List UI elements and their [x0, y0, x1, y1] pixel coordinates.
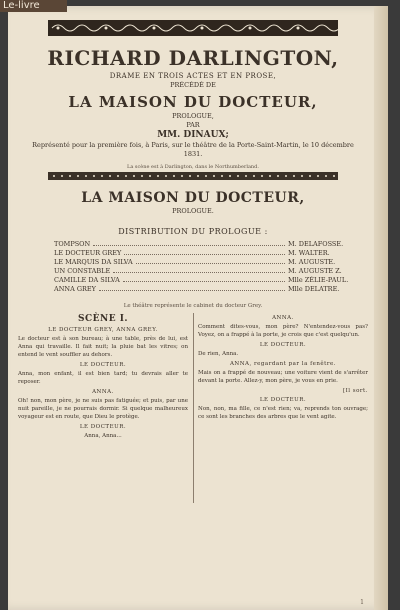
speaker-cue: LE DOCTEUR. — [259, 342, 307, 348]
prologue-title: LA MAISON DU DOCTEUR, — [81, 190, 305, 206]
cast-row: UN CONSTABLE M. AUGUSTE Z. — [54, 267, 342, 275]
speaker-cue: LE DOCTEUR. — [79, 424, 127, 430]
page-number: 1 — [360, 599, 364, 606]
watermark-badge: Le-livre — [0, 0, 67, 12]
par-text: PAR — [186, 121, 200, 129]
right-column — [198, 313, 368, 503]
paragraph: Anna, mon enfant, il est bien tard; tu devrais aller te reposer. — [18, 371, 188, 385]
page-content — [18, 6, 368, 503]
speaker-cue: ANNA. — [92, 389, 114, 395]
preceded-text: PRÉCÉDÉ DE — [170, 81, 216, 89]
premiere-note: Représenté pour la première fois, à Paris, sur le théâtre de la Porte-Saint-Martin, le 10 décembre 1831. — [32, 141, 354, 158]
prologue-label: PROLOGUE. — [172, 207, 214, 215]
cast-row: TOMPSON M. DELAFOSSE. — [54, 240, 344, 248]
cast-row: CAMILLE DA SILVA Mlle ZÉLIE-PAUL. — [54, 276, 349, 284]
cast-list — [54, 240, 358, 294]
cast-row: ANNA GREY Mlle DELATRE. — [54, 285, 340, 293]
cast-row: LE MARQUIS DA SILVA M. AUGUSTE. — [54, 258, 336, 266]
page-spine — [374, 6, 388, 610]
prologue-label-top: PROLOGUE, — [172, 112, 214, 120]
top-ornament-band — [18, 20, 368, 36]
cast-row: LE DOCTEUR GREY M. WALTER. — [54, 249, 330, 257]
secondary-title: LA MAISON DU DOCTEUR, — [68, 93, 318, 111]
distribution-heading: DISTRIBUTION DU PROLOGUE : — [118, 227, 268, 236]
speaker-cue: LE DOCTEUR. — [79, 362, 127, 368]
stage-direction: [Il sort. — [342, 388, 368, 394]
scene-characters: LE DOCTEUR GREY, ANNA GREY. — [48, 327, 158, 333]
authors: MM. DINAUX; — [157, 130, 229, 140]
speaker-cue: LE DOCTEUR. — [259, 397, 307, 403]
paragraph: Non, non, ma fille, ce n'est rien; va, reprends ton ouvrage; ce sont les branches des arbres que le vent agite. — [198, 406, 368, 420]
scene-heading: SCÈNE I. — [77, 314, 129, 324]
paragraph: Anna, Anna... — [84, 433, 122, 439]
paragraph: Le docteur est à son bureau; à une table, près de lui, est Anna qui travaille. Il fait nuit; la pluie bat les vitres; on entend le vent souffler au dehors. — [18, 336, 188, 358]
paragraph: De rien, Anna. — [198, 351, 239, 357]
column-divider — [188, 313, 198, 503]
scene-setting-note: Le théâtre représente le cabinet du docteur Grey. — [123, 303, 263, 309]
document-page — [8, 6, 388, 610]
paragraph: Comment dites-vous, mon père? N'entendez-vous pas? Voyez, on a frappé à la porte, je crois que c'est quelqu'un. — [198, 324, 368, 338]
middle-ornament-band — [18, 172, 368, 180]
text-columns — [18, 313, 368, 503]
main-title: RICHARD DARLINGTON, — [47, 46, 339, 70]
paragraph: Mais on a frappé de nouveau; une voiture vient de s'arrêter devant la porte. Allez-y, mon père, je vous en prie. — [198, 370, 368, 384]
left-column — [18, 313, 188, 503]
speaker-cue: ANNA. — [272, 315, 294, 321]
speaker-cue: ANNA, regardant par la fenêtre. — [229, 361, 337, 367]
setting-text: La scène est à Darlington, dans le Northumberland. — [127, 164, 259, 170]
subtitle: DRAME EN TROIS ACTES ET EN PROSE, — [109, 72, 277, 80]
paragraph: Oh! non, mon père, je ne suis pas fatiguée; et puis, par une nuit pareille, je ne pourrais dormir. Si quelque malheureux voyageur est en route, que Dieu le protège. — [18, 398, 188, 420]
